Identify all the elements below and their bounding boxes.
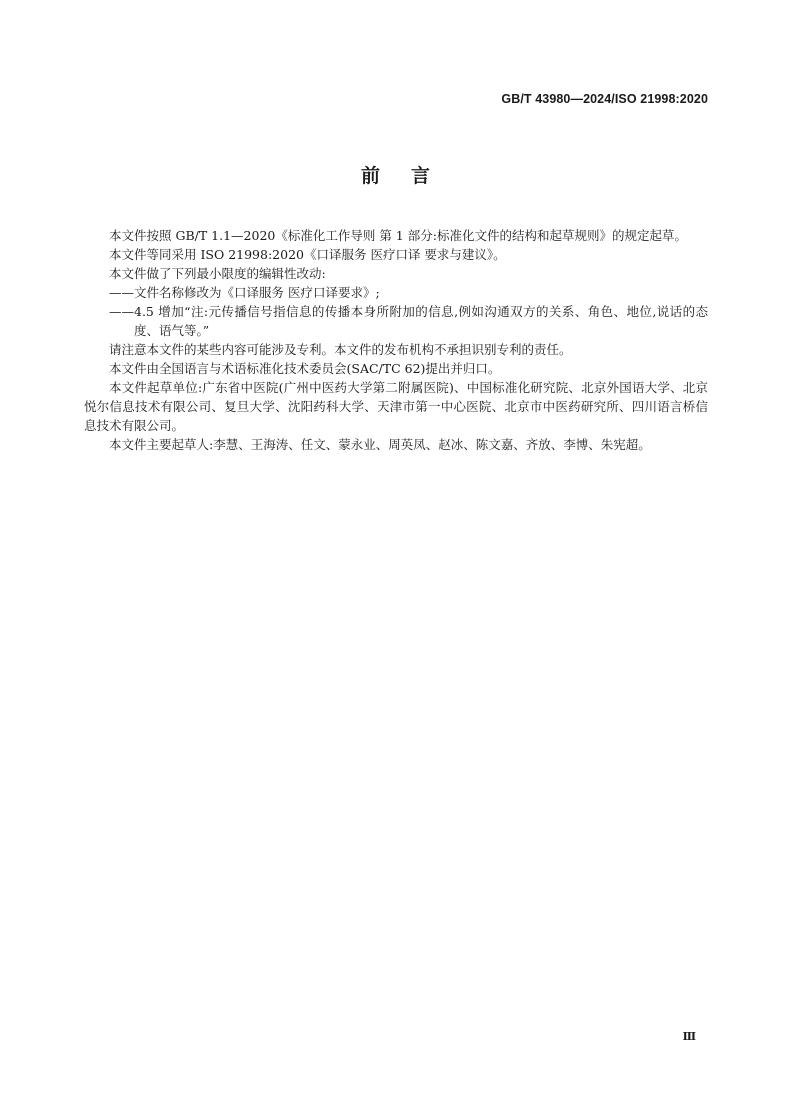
title-char-2: 言: [411, 165, 432, 187]
paragraph-proposer: 本文件由全国语言与术语标准化技术委员会(SAC/TC 62)提出并归口。: [109, 361, 501, 376]
paragraph-patent-notice: 请注意本文件的某些内容可能涉及专利。本文件的发布机构不承担识别专利的责任。: [109, 342, 572, 357]
paragraph-drafting-units: 本文件起草单位:广东省中医院(广州中医药大学第二附属医院)、中国标准化研究院、北京外国语大学、北京悦尔信息技术有限公司、复旦大学、沈阳药科大学、天津市第一中心医院、北京市中医药研究所、四川语言桥信息技术有限公司。: [84, 380, 708, 433]
paragraph-adoption: 本文件等同采用 ISO 21998:2020《口译服务 医疗口译 要求与建议》。: [109, 247, 506, 262]
page-number: Ⅲ: [682, 1030, 696, 1043]
paragraph-edits-intro: 本文件做了下列最小限度的编辑性改动:: [109, 266, 326, 281]
paragraph-drafters: 本文件主要起草人:李慧、王海涛、任文、蒙永业、周英凤、赵冰、陈文嘉、齐放、李博、朱宪超。: [109, 437, 651, 452]
change-item-note: ——4.5 增加“注:元传播信号指信息的传播本身所附加的信息,例如沟通双方的关系、角色、地位,说话的态度、语气等。”: [109, 304, 708, 338]
page-title: [0, 161, 792, 188]
paragraph-drafting-rules: 本文件按照 GB/T 1.1—2020《标准化工作导则 第 1 部分:标准化文件的结构和起草规则》的规定起草。: [109, 228, 687, 243]
change-item-title: ——文件名称修改为《口译服务 医疗口译要求》;: [109, 285, 380, 300]
title-char-1: 前: [360, 165, 381, 187]
standard-code-header: GB/T 43980—2024/ISO 21998:2020: [501, 92, 708, 106]
foreword-body: [84, 226, 708, 454]
